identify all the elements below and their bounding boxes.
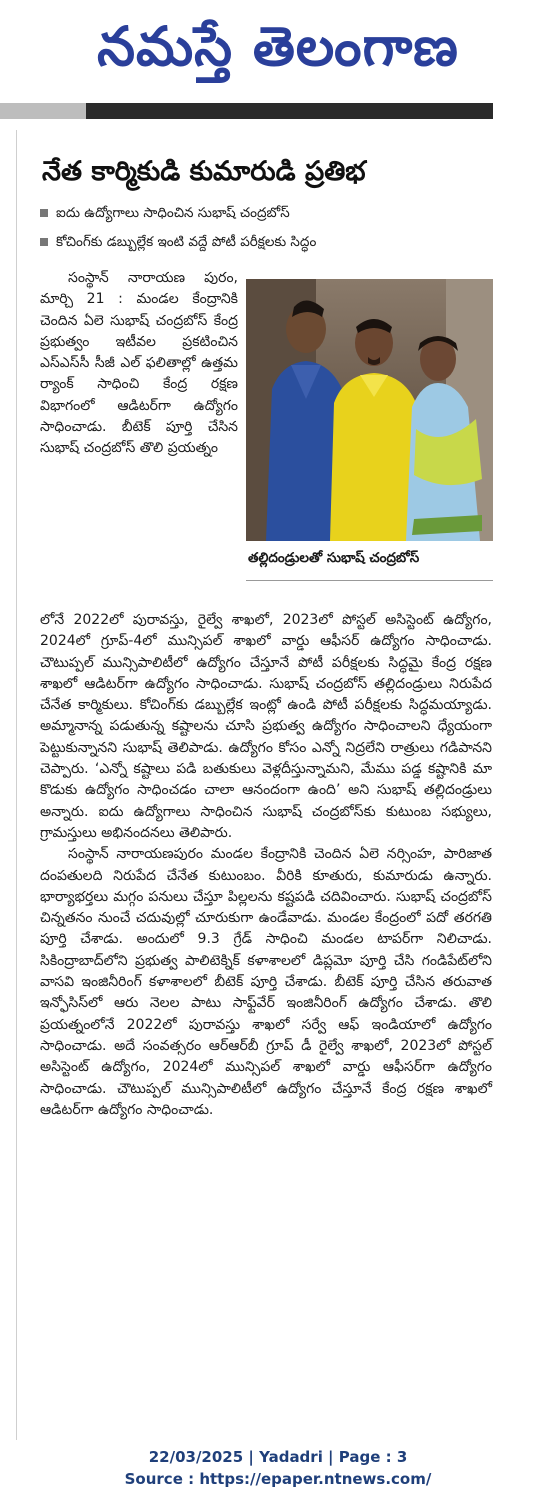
subhead-2-text: కోచింగ్‌కు డబ్బుల్లేక ఇంటి వద్దే పోటీ పరీక్షలకు సిద్ధం bbox=[56, 234, 317, 250]
article-body-narrow bbox=[40, 268, 238, 460]
header-rule-black bbox=[86, 103, 493, 119]
square-bullet-icon bbox=[40, 238, 48, 246]
photo-caption: తల్లిదండ్రులతో సుభాష్ చంద్రబోస్ bbox=[248, 550, 420, 566]
column-divider bbox=[16, 130, 17, 1440]
paragraph-1-continued: లోనే 2022లో పురావస్తు, రైల్వే శాఖలో, 2023లో పోస్టల్ అసిస్టెంట్ ఉద్యోగం, 2024లో గ్రూప్-4లో మున్సిపల్ శాఖలో వార్డు ఆఫీసర్ ఉద్యోగం సాధించాడు. చౌటుప్పల్ మున్సిపాలిటీలో ఉద్యోగం చేస్తూనే పోటీ పరీక్షలకు సిద్ధమై కేంద్ర రక్షణ శాఖలో ఆడిటర్‌గా ఉద్యోగం సాధించాడు. సుభాష్ చంద్రబోస్ తల్లిదండ్రులు నిరుపేద చేనేత కార్మికులు. కోచింగ్‌కు డబ్బుల్లేక ఇంట్లో ఉండి పోటీ పరీక్షలకు సిద్ధమయ్యాడు. అమ్మానాన్న పడుతున్న కష్టాలను చూసి ప్రభుత్వ ఉద్యోగం సాధించాలని ధ్యేయంగా పెట్టుకున్నానని సుభాష్ తెలిపాడు. ఉద్యోగం కోసం ఎన్నో నిద్రలేని రాత్రులు గడిపానని చెప్పారు. ‘ఎన్నో కష్టాలు పడి బతుకులు వెళ్లదీస్తున్నామని, మేము పడ్డ కష్టానికి మా కొడుకు ఉద్యోగం సాధించడం చాలా ఆనందంగా ఉంది’ అని సుభాష్ తల్లిదండ్రులు అన్నారు. ఐదు ఉద్యోగాలు సాధించిన సుభాష్ చంద్రబోస్‌కు కుటుంబ సభ్యులు, గ్రామస్తులు అభినందనలు తెలిపారు. bbox=[40, 612, 492, 841]
footer-source-line: Source : https://epaper.ntnews.com/ bbox=[124, 1470, 432, 1488]
square-bullet-icon bbox=[40, 209, 48, 217]
masthead bbox=[0, 0, 556, 95]
masthead-title: నమస్తే తెలంగాణ bbox=[97, 14, 459, 78]
subhead-1 bbox=[40, 203, 510, 223]
family-photo-illustration bbox=[246, 279, 493, 541]
subhead-1-text: ఐదు ఉద్యోగాలు సాధించిన సుభాష్ చంద్రబోస్ bbox=[56, 205, 290, 221]
article-photo bbox=[246, 279, 493, 541]
paragraph-1-start: సంస్థాన్ నారాయణ పురం, మార్చి 21 : మండల కేంద్రానికి చెందిన ఏలె సుభాష్ చంద్రబోస్ కేంద్ర ప్రభుత్వం ఇటీవల ప్రకటించిన ఎస్ఎస్‌సీ సీజీ ఎల్ ఫలితాల్లో ఉత్తమ ర్యాంక్ సాధించి కేంద్ర రక్షణ విభాగంలో ఆడిటర్‌గా ఉద్యోగం సాధించాడు. బీటెక్ పూర్తి చేసిన సుభాష్ చంద్రబోస్ తొలి ప్రయత్నం bbox=[40, 270, 238, 457]
footer-date-line: 22/03/2025 | Yadadri | Page : 3 bbox=[148, 1448, 408, 1466]
article-body-wide bbox=[40, 610, 492, 1121]
header-rule-grey bbox=[0, 103, 86, 119]
subhead-2 bbox=[40, 232, 510, 252]
caption-rule bbox=[246, 580, 493, 581]
paragraph-2: సంస్థాన్ నారాయణపురం మండల కేంద్రానికి చెందిన ఏలె నర్సింహ, పారిజాత దంపతులది నిరుపేద చేనేత కుటుంబం. వీరికి కూతురు, కుమారుడు ఉన్నారు. భార్యాభర్తలు మగ్గం పనులు చేస్తూ పిల్లలను కష్టపడి చదివించారు. సుభాష్ చంద్రబోస్ చిన్నతనం నుంచే చదువుల్లో చూరుకుగా ఉండేవాడు. మండల కేంద్రంలో పదో తరగతి పూర్తి చేశాడు. అందులో 9.3 గ్రేడ్ సాధించి మండల టాపర్‌గా నిలిచాడు. సికింద్రాబాద్‌లోని ప్రభుత్వ పాలిటెక్నిక్ కళాశాలలో డిప్లమో పూర్తి చేసి గండిపేట్‌లోని వాసవి ఇంజినీరింగ్ కళాశాలలో బీటెక్ పూర్తి చేశాడు. బీటెక్ పూర్తి చేసిన తరువాత ఇన్ఫోసిస్‌లో ఆరు నెలల పాటు సాఫ్ట్‌వేర్ ఇంజినీరింగ్ ఉద్యోగం చేశాడు. తొలి ప్రయత్నంలోనే 2022లో పురావస్తు శాఖలో సర్వే ఆఫ్ ఇండియాలో ఉద్యోగం సాధించాడు. అదే సంవత్సరం ఆర్ఆర్‌బీ గ్రూప్ డీ రైల్వే శాఖలో, 2023లో పోస్టల్ అసిస్టెంట్ ఉద్యోగం, 2024లో మున్సిపల్ శాఖలో వార్డు ఆఫీసర్‌గా ఉద్యోగం సాధించాడు. చౌటుప్పల్ మున్సిపాలిటీలో ఉద్యోగం చేస్తూనే కేంద్ర రక్షణ శాఖలో ఆడిటర్‌గా ఉద్యోగం సాధించాడు. bbox=[40, 846, 492, 1118]
article-headline: నేత కార్మికుడి కుమారుడి ప్రతిభ bbox=[42, 156, 366, 187]
